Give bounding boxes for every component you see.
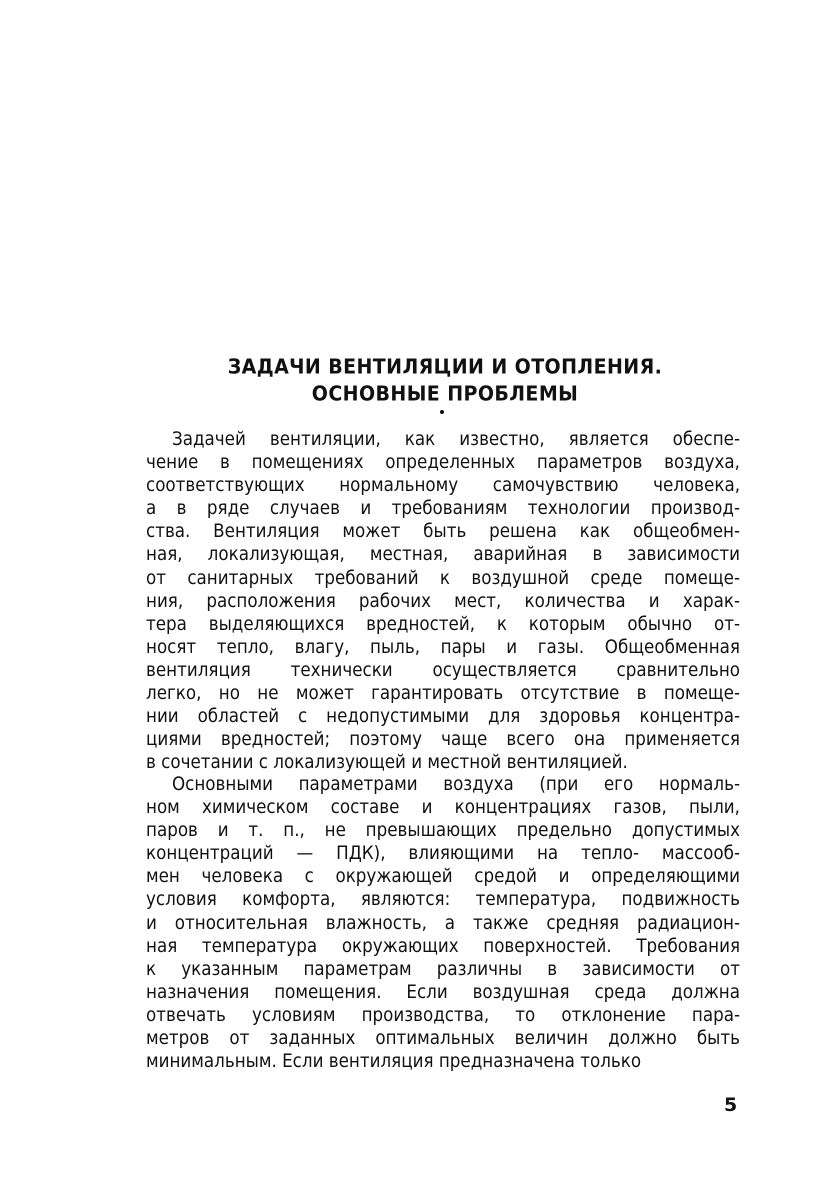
paragraph-2-line: паров и т. п., не превышающих предельно допустимых <box>146 820 740 842</box>
page-number: 5 <box>724 1094 738 1116</box>
paragraph-2-line: условия комфорта, являются: температура, подвижность <box>146 889 740 911</box>
paragraph-2-line: и относительная влажность, а также средняя радиацион- <box>146 912 740 934</box>
paragraph-1-line: легко, но не может гарантировать отсутствие в помеще- <box>146 683 740 705</box>
paragraph-2-line: метров от заданных оптимальных величин должно быть <box>146 1028 740 1050</box>
paragraph-1-line: ства. Вентиляция может быть решена как общеобмен- <box>146 521 740 543</box>
paragraph-1-line: вентиляция технически осуществляется сравнительно <box>146 659 740 681</box>
section-title-line-1: ЗАДАЧИ ВЕНТИЛЯЦИИ И ОТОПЛЕНИЯ. <box>227 355 663 379</box>
paragraph-1-line: нии областей с недопустимыми для здоровья концентра- <box>146 706 740 728</box>
paragraph-1-line: тера выделяющихся вредностей, к которым обычно от- <box>146 613 740 635</box>
paragraph-2-line: отвечать условиям производства, то отклонение пара- <box>146 1004 740 1026</box>
paragraph-1-line: циями вредностей; поэтому чаще всего она применяется <box>146 729 740 751</box>
paragraph-2-line: к указанным параметрам различны в зависимости от <box>146 958 740 980</box>
paragraph-1 <box>146 428 740 774</box>
paragraph-1-line: в сочетании с локализующей и местной вентиляцией. <box>146 752 628 774</box>
decorative-dot <box>440 410 444 414</box>
paragraph-1-line: Задачей вентиляции, как известно, является обеспе- <box>172 429 740 450</box>
paragraph-2-line: ном химическом составе и концентрациях газов, пыли, <box>146 797 740 819</box>
paragraph-1-line: чение в помещениях определенных параметров воздуха, <box>146 452 740 474</box>
paragraph-1-line: носят тепло, влагу, пыль, пары и газы. Общеобменная <box>146 636 740 658</box>
paragraph-2-line: минимальным. Если вентиляция предназначена только <box>146 1051 642 1073</box>
paragraph-2-line: ная температура окружающих поверхностей. Требования <box>146 935 740 957</box>
paragraph-1-line: ная, локализующая, местная, аварийная в зависимости <box>146 544 740 566</box>
paragraph-1-line: ния, расположения рабочих мест, количества и харак- <box>146 590 740 612</box>
paragraph-1-line: соответствующих нормальному самочувствию человека, <box>146 475 740 497</box>
paragraph-2-line: мен человека с окружающей средой и определяющими <box>146 866 740 888</box>
paragraph-1-line: от санитарных требований к воздушной среде помеще- <box>146 567 740 589</box>
section-title-line-2: ОСНОВНЫЕ ПРОБЛЕМЫ <box>311 382 579 406</box>
paragraph-2-line: концентраций — ПДК), влияющими на тепло- массооб- <box>146 843 740 865</box>
paragraph-2-line: Основными параметрами воздуха (при его нормаль- <box>172 774 740 795</box>
paragraph-2-line: назначения помещения. Если воздушная среда должна <box>146 981 740 1003</box>
paragraph-2 <box>146 773 740 1073</box>
paragraph-1-line: а в ряде случаев и требованиям технологии производ- <box>146 498 740 520</box>
